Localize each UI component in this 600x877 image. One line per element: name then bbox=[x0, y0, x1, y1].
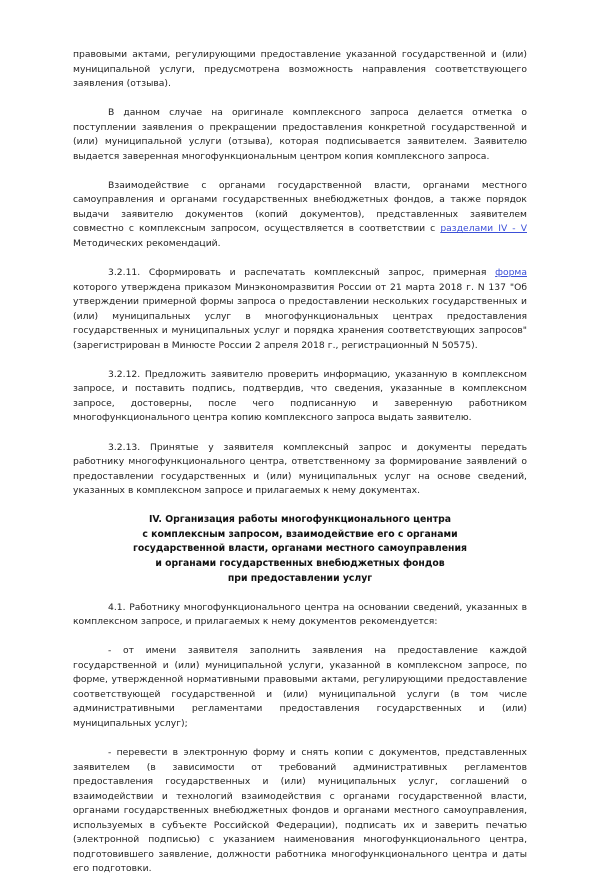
paragraph-interaction-text-before: Взаимодействие с органами государственной власти, органами местного самоуправления и органами государственных внебюджетных фондов, а также порядок выдачи заявителю документов (копий документов), представленных заявителем совместно с комплексным запросом, осуществляется в соответствии с bbox=[73, 179, 527, 235]
paragraph-spacer bbox=[73, 732, 527, 747]
paragraph-3-2-12: 3.2.12. Предложить заявителю проверить информацию, указанную в комплексном запросе, и поставить подпись, подтвердив, что сведения, указанные в комплексном запросе, достоверны, после чего подписанную и заверенную работником многофункционального центра копию комплексного запроса выдать заявителю. bbox=[73, 368, 527, 424]
paragraph-spacer bbox=[73, 164, 527, 179]
paragraph-case: В данном случае на оригинале комплексного запроса делается отметка о поступлении заявления о прекращении предоставления конкретной государственной и (или) муниципальной услуги (отзыва), которая подписывается заявителем. Заявителю выдается заверенная многофункциональным центром копия комплексного запроса. bbox=[73, 107, 527, 162]
document-body bbox=[73, 48, 527, 877]
paragraph-spacer bbox=[73, 586, 527, 601]
paragraph-3-2-13: 3.2.13. Принятые у заявителя комплексный запрос и документы передать работнику многофункционального центра, ответственному за формирование заявлений о предоставлении государственных и (или) муниципальных услуг на основе сведений, указанных в комплексном запросе и прилагаемых к нему документах. bbox=[73, 441, 527, 497]
section-heading-line-4: и органами государственных внебюджетных фондов bbox=[155, 558, 445, 569]
paragraph-interaction-text-after: Методических рекомендаций. bbox=[73, 238, 221, 250]
paragraph-3-2-11-text-before: 3.2.11. Сформировать и распечатать комплексный запрос, примерная bbox=[108, 267, 496, 279]
paragraph-spacer bbox=[73, 252, 527, 267]
paragraph-spacer bbox=[73, 92, 527, 107]
paragraph-bullet-1: - от имени заявителя заполнить заявления на предоставление каждой государственной и (или) муниципальной услуги, указанной в комплексном запросе, по форме, утвержденной нормативными правовыми актами, регулирующими предоставление соответствующей государственной и (или) муниципальной услуги (в том числе административными регламентами предоставления государственных и (или) муниципальных услуг); bbox=[73, 645, 527, 730]
section-heading-line-2: с комплексным запросом, взаимодействие его с органами bbox=[142, 528, 458, 540]
paragraph-spacer bbox=[73, 426, 527, 441]
paragraph-3-2-11-text-after: которого утверждена приказом Минэкономразвития России от 21 марта 2018 г. N 137 "Об утверждении примерной формы запроса о предоставлении нескольких государственных и (или) муниципальных услуг в многофункциональных центрах предоставления государственных и муниципальных услуг и порядка хранения соответствующих запросов" (зарегистрирован в Минюсте России 2 апреля 2018 г., регистрационный N 50575). bbox=[73, 281, 527, 351]
paragraph-spacer bbox=[73, 499, 527, 514]
link-form[interactable]: форма bbox=[495, 267, 527, 279]
paragraph-interaction bbox=[73, 179, 527, 252]
paragraph-3-2-11 bbox=[73, 266, 527, 353]
paragraph-spacer bbox=[73, 353, 527, 368]
paragraph-4-1: 4.1. Работнику многофункционального центра на основании сведений, указанных в комплексном запросе, и прилагаемых к нему документов рекомендуется: bbox=[73, 601, 527, 628]
section-heading-iv bbox=[73, 513, 527, 586]
section-heading-line-3: государственной власти, органами местного самоуправления bbox=[133, 543, 467, 555]
section-heading-line-5: при предоставлении услуг bbox=[227, 572, 373, 584]
section-heading-line-1: IV. Организация работы многофункционального центра bbox=[148, 514, 452, 526]
link-sections-iv-v[interactable]: разделами IV - V bbox=[440, 223, 527, 235]
paragraph-spacer bbox=[73, 630, 527, 645]
paragraph-bullet-2: - перевести в электронную форму и снять копии с документов, представленных заявителем (в зависимости от требований административных регламентов предоставления государственных и (или) муниципальных услуг, соглашений о взаимодействии и технологий взаимодействия с органами государственной власти, органами государственных внебюджетных фондов и органами местного самоуправления, используемых в субъекте Российской Федерации), подписать их и заверить печатью (электронной подписью) с указанием наименования многофункционального центра, подготовившего заявление, должности работника многофункционального центра и даты его подготовки. bbox=[73, 747, 527, 875]
paragraph-continuation: правовыми актами, регулирующими предоставление указанной государственной и (или) муниципальной услуги, предусмотрена возможность направления соответствующего заявления (отзыва). bbox=[73, 49, 527, 90]
